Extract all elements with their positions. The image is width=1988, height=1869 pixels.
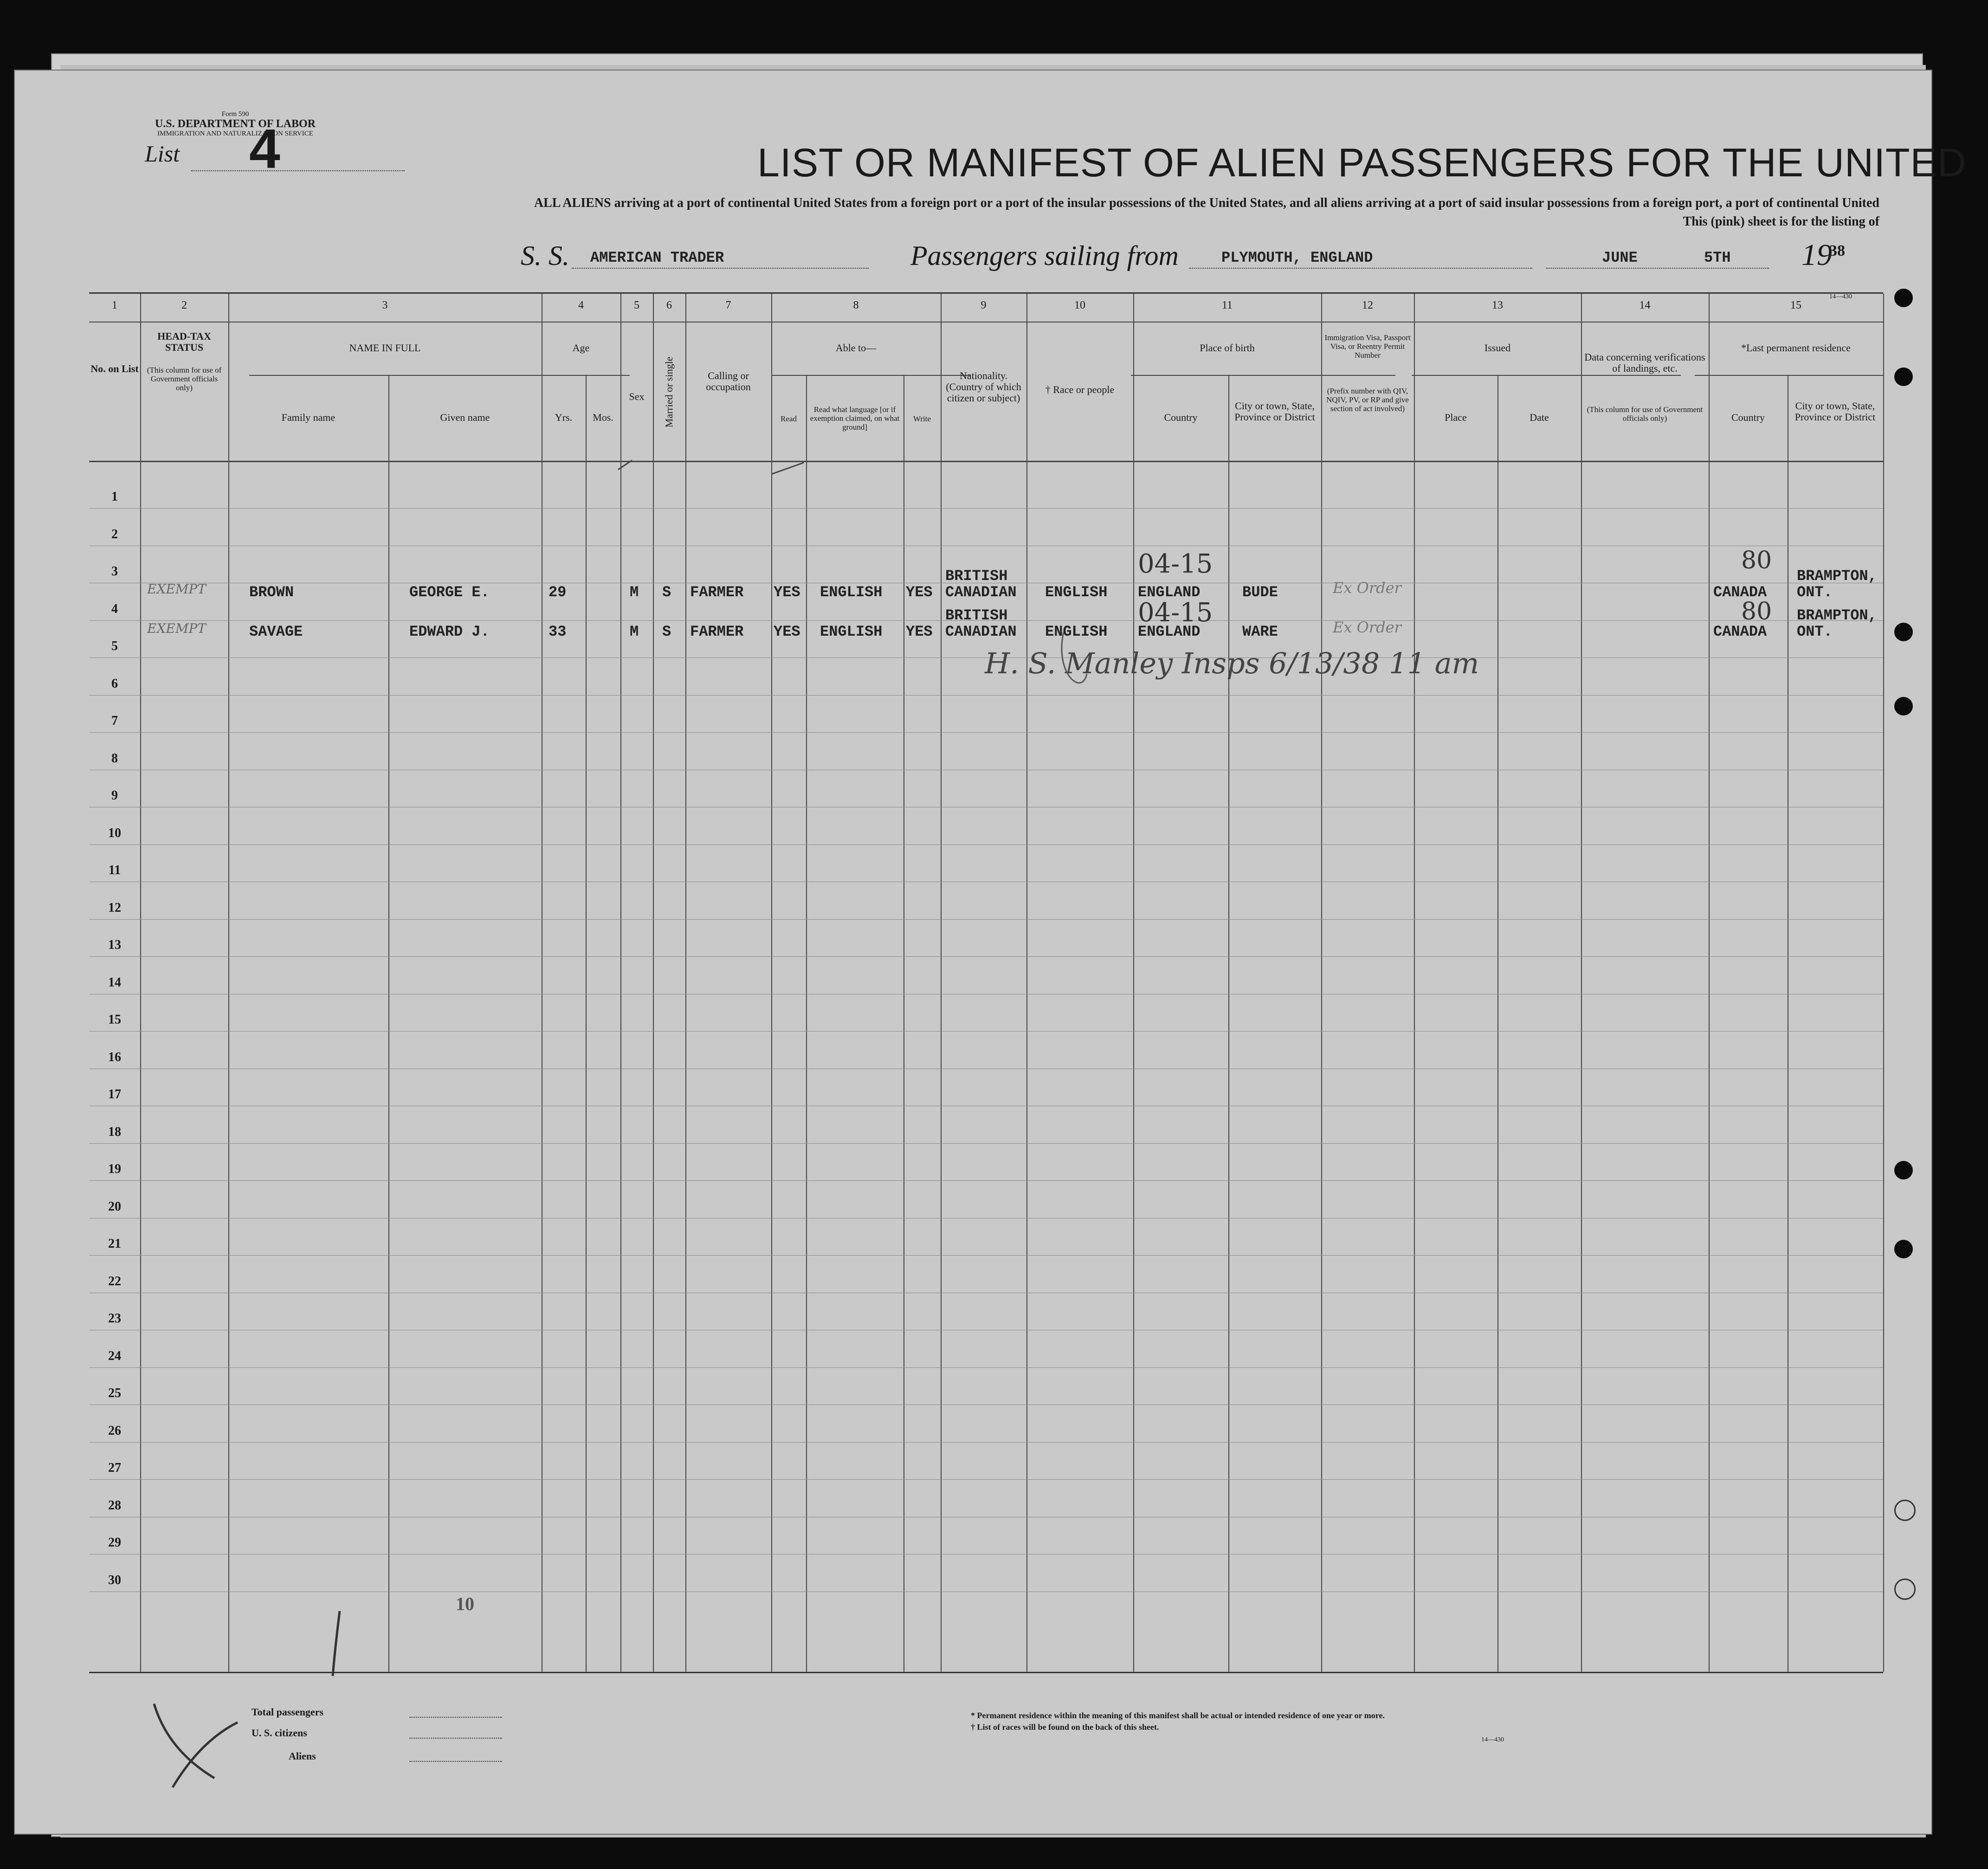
- tick-mark: [333, 1611, 340, 1676]
- hdr-read-language: Read what language [or if exemption claimed, on what ground]: [810, 405, 900, 432]
- punch-hole-outline: [1894, 1500, 1916, 1521]
- nationality-2b: CANADIAN: [945, 623, 1017, 640]
- row-number: 14: [108, 975, 121, 990]
- res-city-2b: ONT.: [1797, 623, 1833, 640]
- ship-name: AMERICAN TRADER: [590, 249, 724, 266]
- footnote-residence: * Permanent residence within the meaning of this manifest shall be actual or intended residence of one year or more.: [971, 1711, 1385, 1720]
- hdr-able-to: Able to—: [835, 342, 877, 354]
- row-number: 19: [108, 1162, 121, 1176]
- visa-2: Ex Order: [1333, 619, 1401, 636]
- hdr-head-tax-note: (This column for use of Government officials only): [147, 366, 222, 392]
- punch-hole: [1894, 697, 1913, 715]
- form-code-top: 14—430: [1829, 293, 1852, 300]
- tally-number: 10: [456, 1593, 474, 1614]
- head-tax-2: EXEMPT: [147, 621, 206, 636]
- hdr-issued: Issued: [1484, 342, 1511, 354]
- hand-marks: [15, 71, 1931, 1834]
- total-passengers-label: Total passengers: [252, 1706, 324, 1718]
- res-city-1b: ONT.: [1797, 584, 1833, 601]
- row-number: 6: [111, 676, 118, 691]
- row-number: 12: [108, 900, 121, 915]
- row-number: 9: [111, 788, 118, 803]
- year-prefix: 19: [1801, 238, 1832, 272]
- birth-city-1: BUDE: [1242, 584, 1278, 601]
- cross-mark: [154, 1704, 238, 1787]
- language-2: ENGLISH: [820, 623, 883, 640]
- row-number: 2: [111, 527, 118, 541]
- marital-2: S: [662, 623, 671, 640]
- hdr-verification-note: (This column for use of Government officials only): [1587, 405, 1703, 423]
- row-number: 17: [108, 1087, 121, 1102]
- row-number: 15: [108, 1012, 121, 1027]
- aliens-line: [409, 1761, 502, 1762]
- nationality-2a: BRITISH: [945, 607, 1008, 624]
- family-name-1: BROWN: [249, 584, 294, 601]
- age-2: 33: [549, 623, 567, 640]
- row-number: 1: [111, 490, 118, 504]
- marital-1: S: [662, 584, 671, 601]
- sex-2: M: [630, 623, 639, 640]
- form-code-bottom: 14—430: [1481, 1736, 1504, 1743]
- visa-1: Ex Order: [1333, 579, 1401, 597]
- hdr-birth-city: City or town, State, Province or District: [1234, 400, 1315, 423]
- service: IMMIGRATION AND NATURALIZATION SERVICE: [157, 130, 313, 137]
- given-name-1: GEORGE E.: [409, 584, 490, 601]
- punch-hole: [1894, 623, 1913, 641]
- list-label: List: [145, 141, 180, 167]
- col-number: 14: [1639, 299, 1651, 311]
- sailing-day: 5TH: [1704, 249, 1731, 266]
- nationality-1b: CANADIAN: [945, 584, 1017, 601]
- hdr-family-name: Family name: [281, 412, 336, 423]
- col-number: 15: [1790, 299, 1801, 311]
- hdr-write: Write: [913, 414, 931, 423]
- nationality-1a: BRITISH: [945, 567, 1008, 585]
- hdr-verification: Data concerning verifications of landings, etc.: [1584, 351, 1705, 374]
- birth-country-1: ENGLAND: [1138, 584, 1201, 601]
- department: U.S. DEPARTMENT OF LABOR: [155, 118, 316, 130]
- birth-country-2: ENGLAND: [1138, 623, 1201, 640]
- citizens-line: [409, 1738, 502, 1739]
- row-number: 5: [111, 639, 118, 653]
- row-number: 28: [108, 1498, 121, 1513]
- hdr-yrs: Yrs.: [555, 412, 573, 423]
- check-mark: [771, 463, 804, 474]
- res-country-2: CANADA: [1713, 623, 1767, 640]
- res-country-1: CANADA: [1713, 584, 1767, 601]
- row-number: 8: [111, 751, 118, 766]
- birth-code-2: 04-15: [1138, 598, 1213, 628]
- punch-hole-outline: [1894, 1579, 1916, 1600]
- check-mark: [618, 460, 632, 470]
- head-tax-1: EXEMPT: [147, 581, 206, 597]
- row-number: 23: [108, 1311, 121, 1326]
- race-2: ENGLISH: [1045, 623, 1108, 640]
- inspector-signature: H. S. Manley Insps 6/13/38 11 am: [985, 646, 1479, 680]
- punch-hole: [1894, 1240, 1913, 1258]
- row-number: 7: [111, 714, 118, 728]
- res-city-1a: BRAMPTON,: [1797, 567, 1877, 585]
- language-1: ENGLISH: [820, 584, 883, 601]
- row-number: 10: [108, 825, 121, 840]
- read-1: YES: [774, 584, 800, 601]
- hdr-nationality: Nationality. (Country of which citizen or subject): [946, 370, 1021, 404]
- hdr-married: Married or single: [663, 356, 675, 428]
- footnote-races: † List of races will be found on the back of this sheet.: [971, 1722, 1159, 1732]
- col-number: 8: [853, 299, 859, 311]
- signature-flourish: [1062, 632, 1087, 683]
- hdr-birth-country: Country: [1164, 412, 1198, 423]
- subtitle-1: ALL ALIENS arriving at a port of continental United States from a foreign port or a port of the insular possessions of the United States, and all aliens arriving at a port of said insular possessions from a foreign port, a port of continental United: [534, 196, 1879, 210]
- col-number: 2: [181, 299, 187, 311]
- year-suffix: 38: [1829, 242, 1845, 259]
- hdr-issued-place: Place: [1445, 412, 1467, 423]
- row-number: 13: [108, 938, 121, 952]
- row-number: 24: [108, 1348, 121, 1363]
- row-number: 27: [108, 1461, 121, 1475]
- res-city-2a: BRAMPTON,: [1797, 607, 1877, 624]
- subtitle-2: This (pink) sheet is for the listing of: [1683, 214, 1879, 229]
- departure-port: PLYMOUTH, ENGLAND: [1221, 249, 1373, 266]
- row-number: 4: [111, 601, 118, 616]
- age-1: 29: [549, 584, 567, 601]
- row-number: 22: [108, 1274, 121, 1289]
- col-number: 9: [981, 299, 987, 311]
- family-name-2: SAVAGE: [249, 623, 303, 640]
- sailing-label: Passengers sailing from: [910, 240, 1179, 271]
- hdr-read: Read: [781, 414, 797, 423]
- birth-code-1: 04-15: [1138, 549, 1213, 579]
- occupation-2: FARMER: [690, 623, 744, 640]
- col-number: 6: [666, 299, 672, 311]
- hdr-calling: Calling or occupation: [706, 370, 751, 393]
- col-number: 13: [1492, 299, 1503, 311]
- row-number: 18: [108, 1124, 121, 1139]
- birth-city-2: WARE: [1242, 623, 1278, 640]
- col-number: 12: [1362, 299, 1373, 311]
- row-number: 20: [108, 1199, 121, 1214]
- row-number: 11: [108, 863, 121, 877]
- hdr-given-name: Given name: [440, 412, 490, 423]
- hdr-issued-date: Date: [1530, 412, 1549, 423]
- res-code-1: 80: [1741, 547, 1772, 574]
- read-2: YES: [774, 623, 800, 640]
- hdr-age: Age: [572, 342, 590, 354]
- punch-hole: [1894, 289, 1913, 307]
- manifest-page: [14, 70, 1967, 1835]
- col-number: 11: [1221, 299, 1233, 311]
- write-1: YES: [906, 584, 933, 601]
- row-number: 16: [108, 1050, 121, 1064]
- hdr-visa-note: (Prefix number with QIV, NQIV, PV, or RP and give section of act involved): [1326, 387, 1409, 413]
- hdr-race: † Race or people: [1045, 384, 1115, 395]
- aliens-label: Aliens: [289, 1750, 316, 1762]
- hdr-res-country: Country: [1731, 412, 1765, 423]
- hdr-res-city: City or town, State, Province or District: [1794, 400, 1876, 423]
- row-number: 26: [108, 1423, 121, 1438]
- row-number: 29: [108, 1535, 121, 1550]
- col-number: 7: [725, 299, 731, 311]
- hdr-name-in-full: NAME IN FULL: [349, 342, 421, 354]
- col-number: 3: [382, 299, 388, 311]
- hdr-visa: Immigration Visa, Passport Visa, or Reentry Permit Number: [1324, 333, 1411, 360]
- col-number: 4: [578, 299, 584, 311]
- col-number: 1: [112, 299, 117, 311]
- hdr-mos: Mos.: [593, 412, 613, 423]
- page-title: LIST OR MANIFEST OF ALIEN PASSENGERS FOR THE UNITED: [757, 141, 1967, 185]
- write-2: YES: [906, 623, 933, 640]
- sailing-month: JUNE: [1602, 249, 1638, 266]
- res-code-2: 80: [1741, 598, 1772, 625]
- row-number: 25: [108, 1386, 121, 1400]
- race-1: ENGLISH: [1045, 584, 1108, 601]
- hdr-head-tax: HEAD-TAX STATUS: [157, 330, 211, 353]
- hdr-no-on-list: No. on List: [90, 363, 139, 374]
- sex-1: M: [630, 584, 639, 601]
- row-number: 3: [111, 564, 118, 579]
- row-number: 21: [108, 1237, 121, 1251]
- hdr-residence: *Last permanent residence: [1741, 342, 1851, 354]
- total-line: [409, 1717, 502, 1718]
- hdr-place-of-birth: Place of birth: [1200, 342, 1255, 354]
- us-citizens-label: U. S. citizens: [252, 1727, 307, 1739]
- col-number: 5: [634, 299, 639, 311]
- row-number: 30: [108, 1573, 121, 1587]
- punch-hole: [1894, 367, 1913, 386]
- ss-label: S. S.: [521, 240, 569, 271]
- occupation-1: FARMER: [690, 584, 744, 601]
- col-number: 10: [1074, 299, 1085, 311]
- given-name-2: EDWARD J.: [409, 623, 490, 640]
- punch-hole: [1894, 1161, 1913, 1179]
- list-number: 4: [249, 118, 280, 180]
- form-number: Form 590: [221, 110, 249, 118]
- hdr-sex: Sex: [629, 391, 645, 402]
